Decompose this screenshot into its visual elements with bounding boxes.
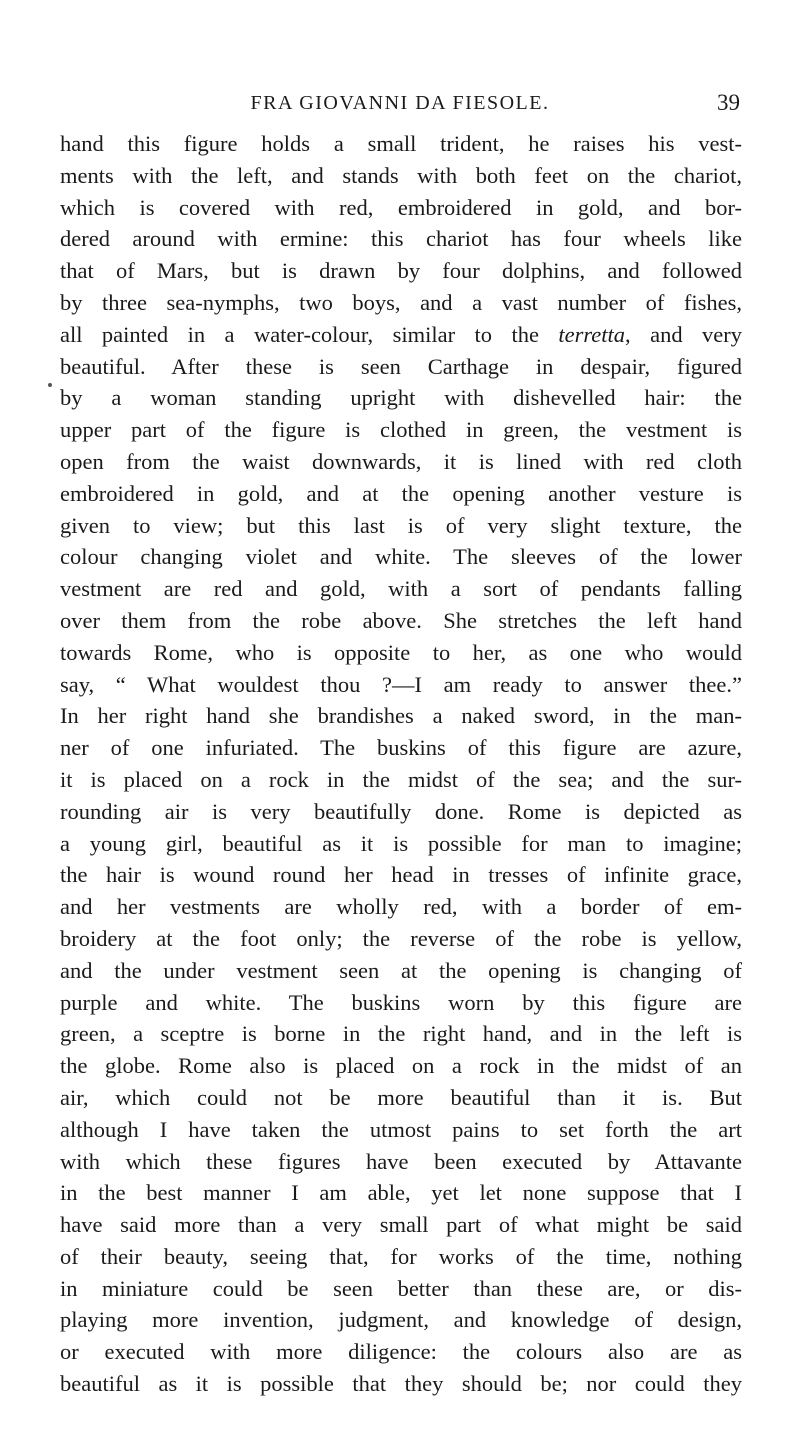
text-line: upper part of the figure is clothed in green, the vestment is xyxy=(60,417,742,443)
text-line: it is placed on a rock in the midst of the sea; and the sur- xyxy=(60,766,742,792)
text-line: over them from the robe above. She stretches the left hand xyxy=(60,607,742,633)
text-line: hand this figure holds a small trident, he raises his vest- xyxy=(60,131,742,156)
text-line: by a woman standing upright with dishevelled hair: the xyxy=(60,385,742,411)
body-text xyxy=(60,128,742,1400)
text-line: towards Rome, who is opposite to her, as one who would xyxy=(60,639,742,665)
page-number: 39 xyxy=(717,90,740,115)
text-line: the globe. Rome also is placed on a rock in the midst of an xyxy=(60,1053,742,1079)
text-line: In her right hand she brandishes a naked sword, in the man- xyxy=(60,703,742,729)
text-line: beautiful as it is possible that they should be; nor could they xyxy=(60,1371,742,1397)
text-line: colour changing violet and white. The sleeves of the lower xyxy=(60,544,742,570)
text-line: which is covered with red, embroidered in gold, and bor- xyxy=(60,194,742,220)
running-title: FRA GIOVANNI DA FIESOLE. xyxy=(250,92,550,114)
text-line: air, which could not be more beautiful than it is. But xyxy=(60,1084,742,1110)
text-line: with which these figures have been executed by Attavante xyxy=(60,1148,742,1174)
text-line: open from the waist downwards, it is lined with red cloth xyxy=(60,448,742,474)
text-line: given to view; but this last is of very slight texture, the xyxy=(60,512,742,538)
text-line: in the best manner I am able, yet let none suppose that I xyxy=(60,1180,742,1206)
text-line: that of Mars, but is drawn by four dolphins, and followed xyxy=(60,258,742,284)
running-head xyxy=(60,88,740,118)
text-line: rounding air is very beautifully done. Rome is depicted as xyxy=(60,798,742,824)
stray-mark xyxy=(48,383,52,387)
text-line: in miniature could be seen better than these are, or dis- xyxy=(60,1275,742,1301)
text-line: playing more invention, judgment, and knowledge of design, xyxy=(60,1307,742,1333)
text-line: by three sea-nymphs, two boys, and a vast number of fishes, xyxy=(60,289,742,315)
text-line: a young girl, beautiful as it is possible for man to imagine; xyxy=(60,830,742,856)
text-line: and her vestments are wholly red, with a border of em- xyxy=(60,894,742,920)
text-line: dered around with ermine: this chariot has four wheels like xyxy=(60,226,742,252)
text-line: have said more than a very small part of what might be said xyxy=(60,1212,742,1238)
text-line: ner of one infuriated. The buskins of this figure are azure, xyxy=(60,735,742,761)
text-line: embroidered in gold, and at the opening another vesture is xyxy=(60,480,742,506)
text-line: broidery at the foot only; the reverse of the robe is yellow, xyxy=(60,925,742,951)
text-line: although I have taken the utmost pains to set forth the art xyxy=(60,1116,742,1142)
text-line: the hair is wound round her head in tresses of infinite grace, xyxy=(60,862,742,888)
text-line: say, “ What wouldest thou ?—I am ready to answer thee.” xyxy=(60,671,742,697)
text-line: or executed with more diligence: the colours also are as xyxy=(60,1339,742,1365)
text-line: beautiful. After these is seen Carthage in despair, figured xyxy=(60,353,742,379)
text-line: of their beauty, seeing that, for works of the time, nothing xyxy=(60,1243,742,1269)
text-line: ments with the left, and stands with both feet on the chariot, xyxy=(60,162,742,188)
text-line: and the under vestment seen at the opening is changing of xyxy=(60,957,742,983)
text-line: purple and white. The buskins worn by this figure are xyxy=(60,989,742,1015)
text-line: vestment are red and gold, with a sort of pendants falling xyxy=(60,576,742,602)
text-line: all painted in a water-colour, similar to the terretta, and very xyxy=(60,321,742,347)
text-line: green, a sceptre is borne in the right hand, and in the left is xyxy=(60,1021,742,1047)
